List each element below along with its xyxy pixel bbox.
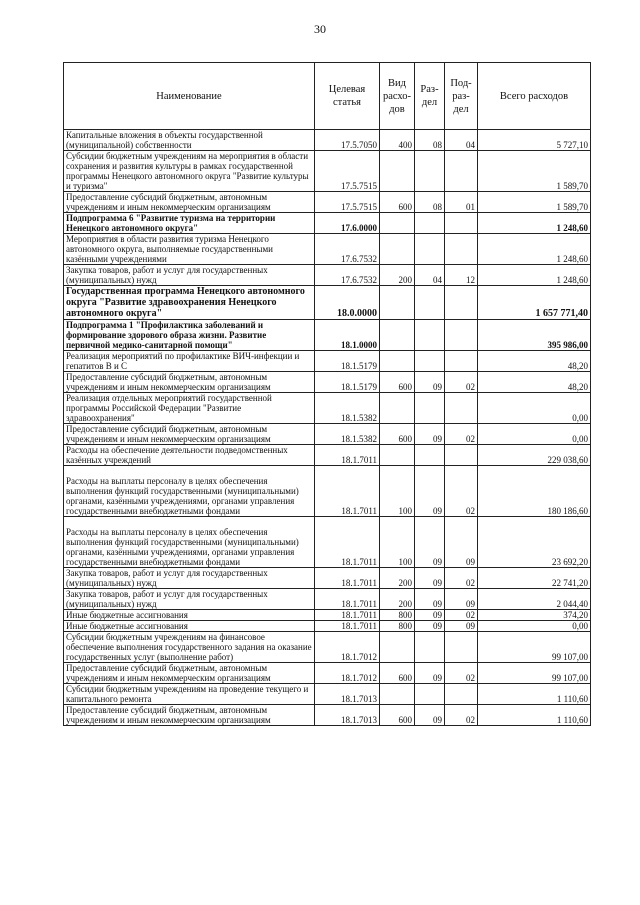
cell-podrazdel: 02 (445, 610, 478, 621)
cell-code: 17.5.7515 (315, 192, 380, 213)
cell-razdel (415, 445, 445, 466)
header-vid: Вид расхо-дов (380, 63, 415, 130)
cell-total: 229 038,60 (478, 445, 591, 466)
table-row (64, 151, 591, 192)
table-row (64, 684, 591, 705)
cell-name: Предоставление субсидий бюджетным, автономным учреждениям и иным некоммерческим организациям (64, 424, 315, 445)
cell-code: 18.1.7011 (315, 610, 380, 621)
cell-razdel (415, 213, 445, 234)
cell-total: 1 248,60 (478, 213, 591, 234)
cell-podrazdel: 09 (445, 589, 478, 610)
cell-name: Предоставление субсидий бюджетным, автономным учреждениям и иным некоммерческим организациям (64, 372, 315, 393)
cell-podrazdel: 04 (445, 130, 478, 151)
cell-vid: 600 (380, 192, 415, 213)
cell-name: Предоставление субсидий бюджетным, автономным учреждениям и иным некоммерческим организациям (64, 705, 315, 726)
cell-razdel (415, 684, 445, 705)
cell-code: 18.1.5382 (315, 424, 380, 445)
cell-razdel: 09 (415, 589, 445, 610)
cell-total: 1 248,60 (478, 265, 591, 286)
cell-podrazdel: 02 (445, 466, 478, 517)
table-row (64, 130, 591, 151)
cell-total: 0,00 (478, 621, 591, 632)
cell-name: Подпрограмма 6 "Развитие туризма на территории Ненецкого автономного округа" (64, 213, 315, 234)
cell-total: 99 107,00 (478, 632, 591, 663)
cell-razdel: 08 (415, 192, 445, 213)
cell-name: Иные бюджетные ассигнования (64, 621, 315, 632)
table-body (64, 130, 591, 726)
cell-total: 23 692,20 (478, 517, 591, 568)
cell-vid (380, 632, 415, 663)
cell-razdel (415, 351, 445, 372)
cell-total: 1 589,70 (478, 192, 591, 213)
page-number: 30 (314, 22, 326, 36)
table-row (64, 610, 591, 621)
cell-total: 1 110,60 (478, 705, 591, 726)
cell-code: 18.1.7013 (315, 684, 380, 705)
cell-total: 1 657 771,40 (478, 286, 591, 320)
cell-code: 18.1.7011 (315, 445, 380, 466)
cell-name: Субсидии бюджетным учреждениям на финансовое обеспечение выполнения государственного задания на оказание государственных услуг (выполнение работ) (64, 632, 315, 663)
budget-table (63, 62, 591, 726)
cell-vid: 200 (380, 265, 415, 286)
cell-name: Закупка товаров, работ и услуг для государственных (муниципальных) нужд (64, 265, 315, 286)
cell-vid (380, 286, 415, 320)
cell-name: Расходы на выплаты персоналу в целях обеспечения выполнения функций государственными (муниципальными) органами, казёнными учреждениями, органами управления государственными внебюджетными фондами (64, 517, 315, 568)
cell-total: 0,00 (478, 424, 591, 445)
table-row (64, 192, 591, 213)
cell-vid (380, 213, 415, 234)
cell-name: Подпрограмма 1 "Профилактика заболеваний и формирование здорового образа жизни. Развитие первичной медико-санитарной помощи" (64, 320, 315, 351)
table-row (64, 589, 591, 610)
table-row (64, 632, 591, 663)
cell-code: 17.6.7532 (315, 234, 380, 265)
cell-razdel (415, 234, 445, 265)
header-name: Наименование (64, 63, 315, 130)
cell-code: 18.1.5179 (315, 372, 380, 393)
cell-total: 48,20 (478, 351, 591, 372)
cell-razdel (415, 320, 445, 351)
table-row (64, 372, 591, 393)
cell-code: 17.5.7050 (315, 130, 380, 151)
cell-vid: 800 (380, 621, 415, 632)
cell-code: 17.5.7515 (315, 151, 380, 192)
cell-name: Реализация мероприятий по профилактике ВИЧ-инфекции и гепатитов В и С (64, 351, 315, 372)
cell-code: 17.6.7532 (315, 265, 380, 286)
cell-podrazdel: 02 (445, 372, 478, 393)
cell-podrazdel (445, 234, 478, 265)
cell-name: Предоставление субсидий бюджетным, автономным учреждениям и иным некоммерческим организациям (64, 192, 315, 213)
cell-name: Закупка товаров, работ и услуг для государственных (муниципальных) нужд (64, 568, 315, 589)
cell-razdel: 08 (415, 130, 445, 151)
cell-vid: 600 (380, 705, 415, 726)
cell-razdel: 09 (415, 568, 445, 589)
cell-total: 22 741,20 (478, 568, 591, 589)
cell-vid: 200 (380, 589, 415, 610)
cell-vid: 600 (380, 663, 415, 684)
table-row (64, 265, 591, 286)
cell-podrazdel (445, 213, 478, 234)
table-row (64, 517, 591, 568)
cell-razdel: 09 (415, 663, 445, 684)
cell-podrazdel: 09 (445, 517, 478, 568)
cell-vid (380, 234, 415, 265)
table-row (64, 320, 591, 351)
cell-vid: 800 (380, 610, 415, 621)
table-row (64, 466, 591, 517)
table-row (64, 424, 591, 445)
cell-podrazdel: 09 (445, 621, 478, 632)
cell-razdel: 09 (415, 517, 445, 568)
cell-vid: 600 (380, 372, 415, 393)
cell-name: Расходы на обеспечение деятельности подведомственных казённых учреждений (64, 445, 315, 466)
table-row (64, 393, 591, 424)
cell-vid (380, 445, 415, 466)
cell-name: Иные бюджетные ассигнования (64, 610, 315, 621)
cell-razdel: 09 (415, 466, 445, 517)
table-row (64, 445, 591, 466)
cell-name: Реализация отдельных мероприятий государственной программы Российской Федерации "Развитие здравоохранения" (64, 393, 315, 424)
cell-podrazdel (445, 320, 478, 351)
cell-total: 1 110,60 (478, 684, 591, 705)
cell-podrazdel: 02 (445, 568, 478, 589)
cell-vid: 100 (380, 517, 415, 568)
cell-name: Субсидии бюджетным учреждениям на мероприятия в области сохранения и развития культуры в рамках государственной программы Ненецкого автономного округа "Развитие культуры и туризма" (64, 151, 315, 192)
header-razdel: Раз-дел (415, 63, 445, 130)
cell-podrazdel (445, 684, 478, 705)
table-row (64, 568, 591, 589)
cell-code: 18.1.7011 (315, 466, 380, 517)
table-row (64, 286, 591, 320)
cell-vid (380, 320, 415, 351)
cell-name: Субсидии бюджетным учреждениям на проведение текущего и капитального ремонта (64, 684, 315, 705)
cell-podrazdel: 02 (445, 705, 478, 726)
cell-vid: 600 (380, 424, 415, 445)
cell-podrazdel (445, 445, 478, 466)
cell-total: 1 589,70 (478, 151, 591, 192)
cell-code: 18.1.7011 (315, 517, 380, 568)
cell-vid (380, 393, 415, 424)
cell-podrazdel (445, 286, 478, 320)
cell-name: Государственная программа Ненецкого автономного округа "Развитие здравоохранения Ненецкого автономного округа" (64, 286, 315, 320)
header-code: Целевая статья (315, 63, 380, 130)
cell-total: 5 727,10 (478, 130, 591, 151)
cell-podrazdel: 02 (445, 663, 478, 684)
cell-name: Предоставление субсидий бюджетным, автономным учреждениям и иным некоммерческим организациям (64, 663, 315, 684)
cell-vid (380, 151, 415, 192)
cell-code: 18.1.7012 (315, 632, 380, 663)
cell-razdel (415, 286, 445, 320)
cell-code: 18.1.5382 (315, 393, 380, 424)
cell-razdel (415, 632, 445, 663)
cell-razdel: 09 (415, 372, 445, 393)
cell-vid (380, 684, 415, 705)
cell-total: 0,00 (478, 393, 591, 424)
cell-name: Мероприятия в области развития туризма Ненецкого автономного округа, выполняемые государственными казёнными учреждениями (64, 234, 315, 265)
cell-code: 18.1.7011 (315, 621, 380, 632)
cell-podrazdel (445, 632, 478, 663)
table-row (64, 663, 591, 684)
cell-vid (380, 351, 415, 372)
cell-name: Закупка товаров, работ и услуг для государственных (муниципальных) нужд (64, 589, 315, 610)
cell-podrazdel: 01 (445, 192, 478, 213)
table-row (64, 234, 591, 265)
cell-total: 99 107,00 (478, 663, 591, 684)
cell-podrazdel (445, 351, 478, 372)
cell-podrazdel: 02 (445, 424, 478, 445)
cell-razdel: 09 (415, 621, 445, 632)
cell-code: 18.1.7011 (315, 589, 380, 610)
cell-total: 180 186,60 (478, 466, 591, 517)
table-row (64, 705, 591, 726)
cell-code: 18.1.7012 (315, 663, 380, 684)
cell-total: 2 044,40 (478, 589, 591, 610)
cell-razdel: 09 (415, 705, 445, 726)
cell-code: 18.1.0000 (315, 320, 380, 351)
cell-total: 374,20 (478, 610, 591, 621)
header-podrazdel: Под-раз-дел (445, 63, 478, 130)
cell-code: 17.6.0000 (315, 213, 380, 234)
cell-podrazdel: 12 (445, 265, 478, 286)
cell-razdel: 09 (415, 424, 445, 445)
cell-total: 395 986,00 (478, 320, 591, 351)
cell-razdel (415, 393, 445, 424)
cell-code: 18.0.0000 (315, 286, 380, 320)
cell-vid: 200 (380, 568, 415, 589)
cell-vid: 100 (380, 466, 415, 517)
cell-total: 48,20 (478, 372, 591, 393)
table-row (64, 213, 591, 234)
cell-podrazdel (445, 151, 478, 192)
cell-code: 18.1.5179 (315, 351, 380, 372)
cell-name: Капитальные вложения в объекты государственной (муниципальной) собственности (64, 130, 315, 151)
cell-name: Расходы на выплаты персоналу в целях обеспечения выполнения функций государственными (муниципальными) органами, казёнными учреждениями, органами управления государственными внебюджетными фондами (64, 466, 315, 517)
cell-podrazdel (445, 393, 478, 424)
cell-vid: 400 (380, 130, 415, 151)
table-header-row (64, 63, 591, 130)
header-total: Всего расходов (478, 63, 591, 130)
cell-code: 18.1.7013 (315, 705, 380, 726)
table-row (64, 351, 591, 372)
cell-razdel: 04 (415, 265, 445, 286)
cell-razdel (415, 151, 445, 192)
cell-razdel: 09 (415, 610, 445, 621)
cell-total: 1 248,60 (478, 234, 591, 265)
cell-code: 18.1.7011 (315, 568, 380, 589)
table-row (64, 621, 591, 632)
